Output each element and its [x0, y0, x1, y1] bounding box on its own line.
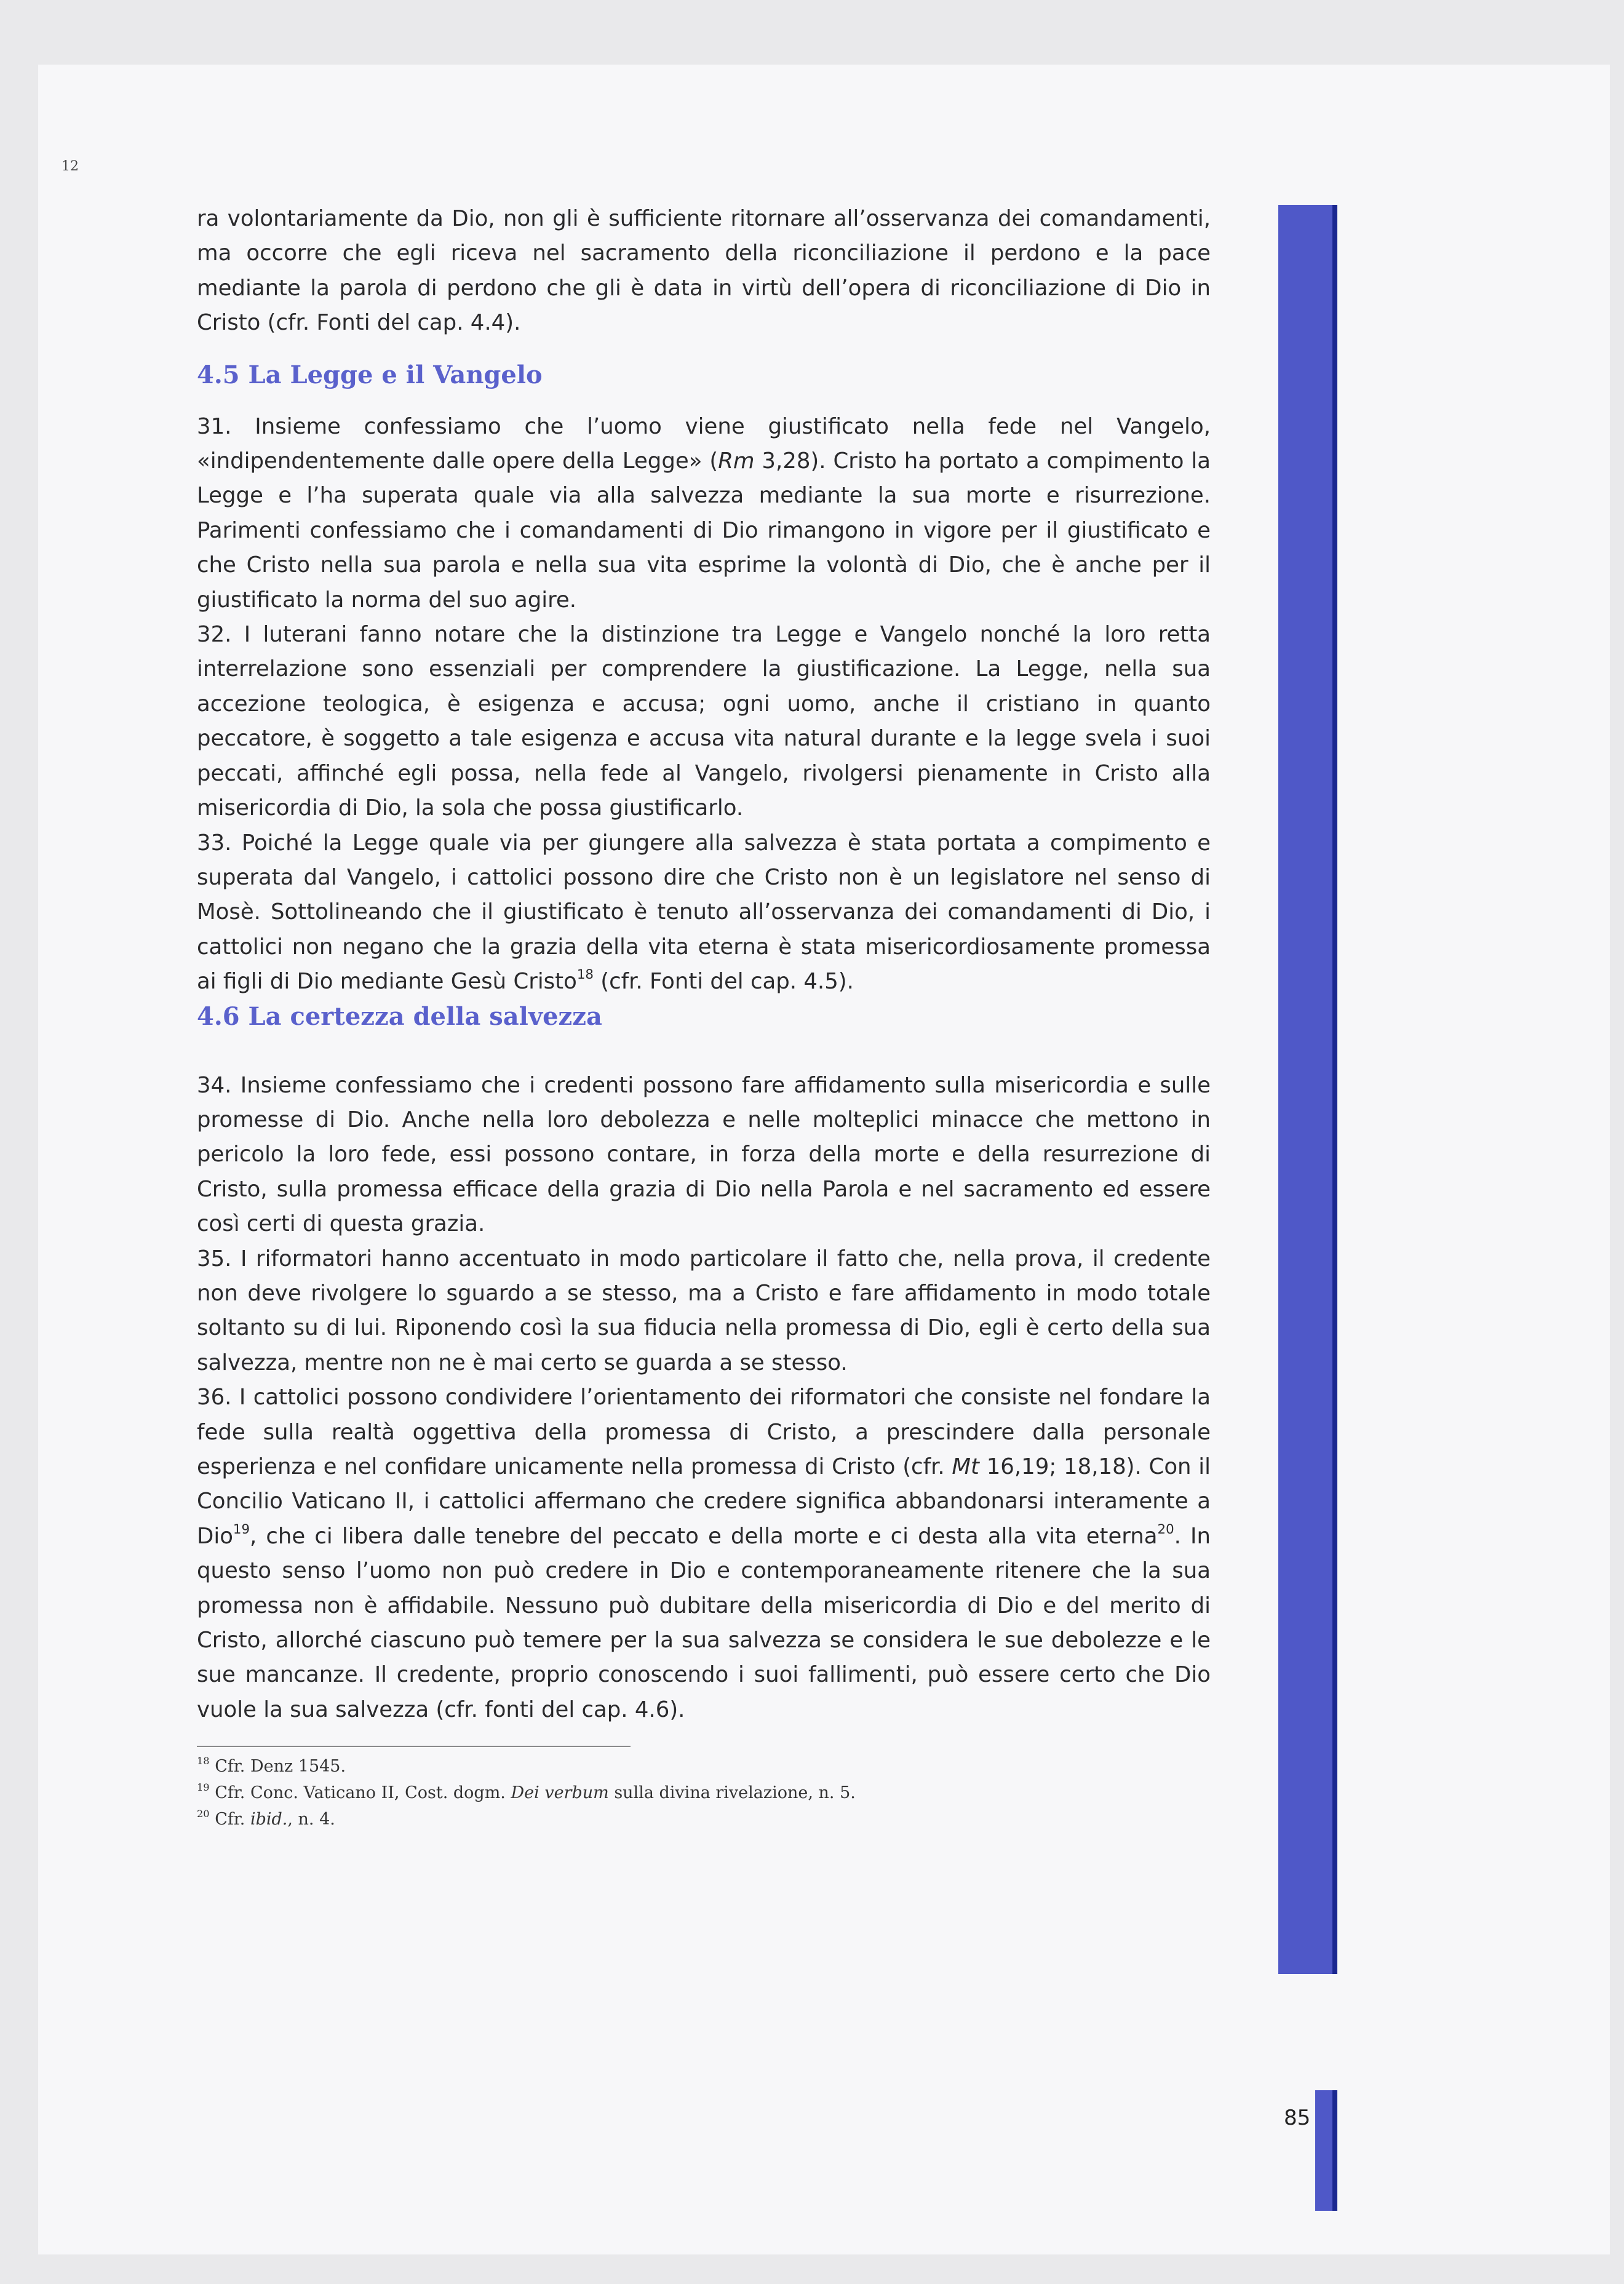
margin-number: 12 — [62, 159, 79, 174]
footnote-20-number: 20 — [197, 1808, 210, 1820]
footnote-19 — [197, 1780, 1211, 1806]
footnote-18-number: 18 — [197, 1755, 210, 1767]
paragraph-34: 34. Insieme confessiamo che i credenti possono fare affidamento sulla misericordia e sulle promesse di Dio. Anche nella loro debolezza e nelle molteplici minacce che mettono in pericolo la loro fede, essi possono contare, in forza della morte e della resurrezione di Cristo, sulla promessa efficace della grazia di Dio nella Parola e nel sacramento ed essere così certi di questa grazia. — [197, 1072, 1211, 1237]
footnote-18-text: Cfr. Denz 1545. — [209, 1757, 346, 1777]
footnote-20-title: ibid. — [250, 1810, 288, 1829]
footnote-ref-20: 20 — [1157, 1521, 1174, 1537]
paragraph-32: 32. I luterani fanno notare che la distinzione tra Legge e Vangelo nonché la loro retta interrelazione sono essenziali per comprendere la giustificazione. La Legge, nella sua accezione teologica, è esigenza e accusa; ogni uomo, anche il cristiano in quanto peccatore, è soggetto a tale esigenza e accusa vita natural durante e la legge svela i suoi peccati, affinché egli possa, nella fede al Vangelo, rivolgersi pienamente in Cristo alla misericordia di Dio, la sola che possa giustificarlo. — [197, 622, 1211, 821]
paragraph-33 — [197, 826, 1211, 1000]
footnote-ref-18: 18 — [576, 967, 594, 983]
paragraph-36-text-a: 36. I cattolici possono condividere l’orientamento dei riformatori che consiste nel fondare la fede sulla realtà oggettiva della promessa di Cristo, a prescindere dalla personale esperienza e nel confidare unicamente nella promessa di Cristo (cfr. — [197, 1385, 1211, 1479]
paragraph-33-text-b: (cfr. Fonti del cap. 4.5). — [593, 969, 854, 995]
accent-bar-edge — [1332, 205, 1337, 1974]
footnote-20 — [197, 1806, 1211, 1832]
paragraph-31-text-b: 3,28). Cristo ha portato a compimento la Legge e l’ha superata quale via alla salvezza mediante la sua morte e risurrezione. Parimenti confessiamo che i comandamenti di Dio rimangono in vigore per il giustificato e che Cristo nella sua parola e nella sua vita esprime la volontà di Dio, che è anche per il giustificato la norma del suo agire. — [197, 448, 1211, 613]
footnote-18 — [197, 1753, 1211, 1780]
accent-bar — [1278, 205, 1336, 1974]
footnote-19-title: Dei verbum — [511, 1783, 609, 1803]
paragraph-36-text-c: , che ci libera dalle tenebre del peccato e della morte e ci desta alla vita eterna — [250, 1523, 1158, 1549]
page-number: 85 — [1284, 2106, 1311, 2130]
paragraph-31 — [197, 410, 1211, 618]
paragraph-35: 35. I riformatori hanno accentuato in modo particolare il fatto che, nella prova, il credente non deve rivolgere lo sguardo a se stesso, ma a Cristo e fare affidamento in modo totale soltanto su di lui. Riponendo così la sua fiducia nella promessa di Dio, egli è certo della sua salvezza, mentre non ne è mai certo se guarda a se stesso. — [197, 1246, 1211, 1375]
section-heading-4-5: 4.5 La Legge e il Vangelo — [197, 360, 543, 389]
paragraph-36 — [197, 1380, 1211, 1727]
footnote-19-number: 19 — [197, 1781, 210, 1794]
footnote-19-text-a: Cfr. Conc. Vaticano II, Cost. dogm. — [209, 1783, 511, 1803]
paragraph-intro: ra volontariamente da Dio, non gli è sufficiente ritornare all’osservanza dei comandamenti, ma occorre che egli riceva nel sacramento della riconciliazione il perdono e la pace mediante la parola di perdono che gli è data in virtù dell’opera di riconciliazione di Dio in Cristo (cfr. Fonti del cap. 4.4). — [197, 206, 1211, 336]
footnote-20-text-b: , n. 4. — [287, 1810, 335, 1829]
footnotes — [197, 1753, 1211, 1832]
paragraph-36-text-b: 16,19; 18,18). Con il Concilio Vaticano II, i cattolici affermano che credere significa abbandonarsi interamente a Dio — [197, 1454, 1211, 1549]
paragraph-36-text-d: . In questo senso l’uomo non può credere in Dio e contemporaneamente ritenere che la sua promessa non è affidabile. Nessuno può dubitare della misericordia di Dio e del merito di Cristo, allorché ciascuno può temere per la sua salvezza se considera le sue debolezze e le sue mancanze. Il credente, proprio conoscendo i suoi fallimenti, può essere certo che Dio vuole la sua salvezza (cfr. fonti del cap. 4.6). — [197, 1523, 1211, 1722]
footnote-divider — [197, 1746, 631, 1747]
footnote-20-text-a: Cfr. — [209, 1810, 250, 1829]
section-heading-4-6: 4.6 La certezza della salvezza — [197, 1001, 602, 1031]
body-text — [197, 202, 1211, 1832]
paragraph-33-text-a: 33. Poiché la Legge quale via per giungere alla salvezza è stata portata a compimento e superata dal Vangelo, i cattolici possono dire che Cristo non è un legislatore nel senso di Mosè. Sottolineando che il giustificato è tenuto all’osservanza dei comandamenti di Dio, i cattolici non negano che la grazia della vita eterna è stata misericordiosamente promessa ai figli di Dio mediante Gesù Cristo — [197, 830, 1211, 995]
footnote-ref-19: 19 — [233, 1521, 250, 1537]
footnote-19-text-b: sulla divina rivelazione, n. 5. — [608, 1783, 856, 1803]
paragraph-36-ref: Mt — [952, 1454, 979, 1479]
paragraph-31-ref: Rm — [718, 448, 755, 474]
page-number-tab-edge — [1332, 2090, 1337, 2211]
paragraph-31-text-a: 31. Insieme confessiamo che l’uomo viene giustificato nella fede nel Vangelo, «indipendentemente dalle opere della Legge» ( — [197, 413, 1211, 474]
